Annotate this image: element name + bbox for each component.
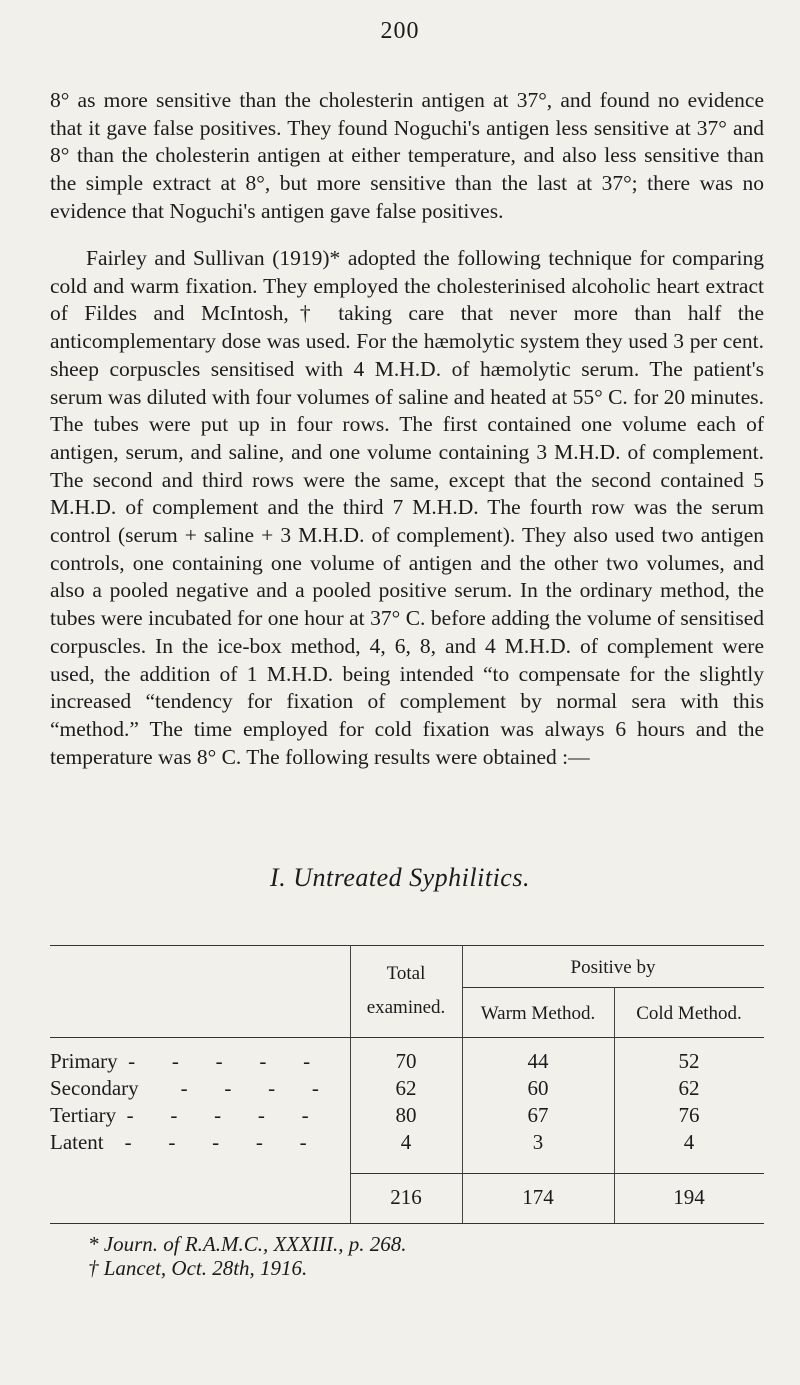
row-label-tertiary: Tertiary - - - - - [50, 1103, 309, 1127]
cell-secondary-total: 62 [395, 1076, 417, 1100]
page-number: 200 [380, 18, 420, 44]
cell-tertiary-cold: 76 [678, 1103, 700, 1127]
cell-sum-total: 216 [390, 1185, 422, 1209]
header-positive-by: Positive by [570, 957, 656, 978]
cell-sum-warm: 174 [522, 1185, 554, 1209]
cell-primary-cold: 52 [678, 1049, 700, 1073]
cell-primary-total: 70 [395, 1049, 417, 1073]
results-table [50, 945, 764, 1227]
cell-latent-warm: 3 [532, 1130, 544, 1154]
section-title: I. Untreated Syphilitics. [270, 863, 530, 892]
table-bottom-rule [50, 1223, 764, 1224]
row-label-latent: Latent - - - - - [50, 1130, 307, 1154]
header-warm-method: Warm Method. [480, 1003, 596, 1024]
cell-tertiary-warm: 67 [527, 1103, 549, 1127]
footnote-1: * Journ. of R.A.M.C., XXXIII., p. 268. [88, 1232, 407, 1256]
header-bottom-rule [50, 1037, 764, 1038]
cell-sum-cold: 194 [673, 1185, 705, 1209]
footnote-2: † Lancet, Oct. 28th, 1916. [88, 1256, 308, 1280]
cell-latent-total: 4 [400, 1130, 412, 1154]
header-examined: examined. [366, 997, 446, 1018]
header-cold-method: Cold Method. [636, 1003, 742, 1024]
cell-primary-warm: 44 [527, 1049, 549, 1073]
cell-latent-cold: 4 [683, 1130, 695, 1154]
paragraph-2: Fairley and Sullivan (1919)* adopted the following technique for comparing cold and warm fixation. They employed the cholesterinised alcoholic heart extract of Fildes and McIntosh,† taking care that never more than half the anticomplementary dose was used. For the hæmolytic system they used 3 per cent. sheep corpuscles sensitised with 4 M.H.D. of hæmolytic serum. The patient's serum was diluted with four volumes of saline and heated at 55° C. for 20 minutes. The tubes were put up in four rows. The first contained one volume each of antigen, serum, and saline, and one volume containing 3 M.H.D. of complement. The second and third rows were the same, except that the second contained 5 M.H.D. of complement and the third 7 M.H.D. The fourth row was the serum control (serum + saline + 3 M.H.D. of complement). They also used two antigen controls, one containing one volume of antigen and the other two volumes, and also a pooled negative and a pooled positive serum. In the ordinary method, the tubes were incubated for one hour at 37° C. before adding the volume of sensitised corpuscles. In the ice-box method, 4, 6, 8, and 4 M.H.D. of complement were used, the addition of 1 M.H.D. being intended “to compensate for the slightly increased “tendency for fixation of complement by normal sera with this “method.” The time employed for cold fixation was always 6 hours and the temperature was 8° C. The following results were obtained :— [50, 246, 764, 769]
paragraph-1: 8° as more sensitive than the cholesterin antigen at 37°, and found no evidence that it gave false positives. They found Noguchi's antigen less sensitive at 37° and 8° than the cholesterin antigen at either temperature, and also less sensitive than the simple extract at 8°, but more sensitive than the last at 37°; there was no evidence that Noguchi's antigen gave false positives. [50, 88, 764, 223]
cell-secondary-warm: 60 [527, 1076, 549, 1100]
totals-rule [350, 1173, 764, 1174]
table-top-rule [50, 945, 764, 946]
row-label-secondary: Secondary - - - - [50, 1076, 319, 1100]
cell-tertiary-total: 80 [395, 1103, 417, 1127]
positive-by-rule [462, 987, 764, 988]
row-label-primary: Primary - - - - - [50, 1049, 311, 1073]
cell-secondary-cold: 62 [678, 1076, 700, 1100]
header-total: Total [386, 963, 426, 984]
